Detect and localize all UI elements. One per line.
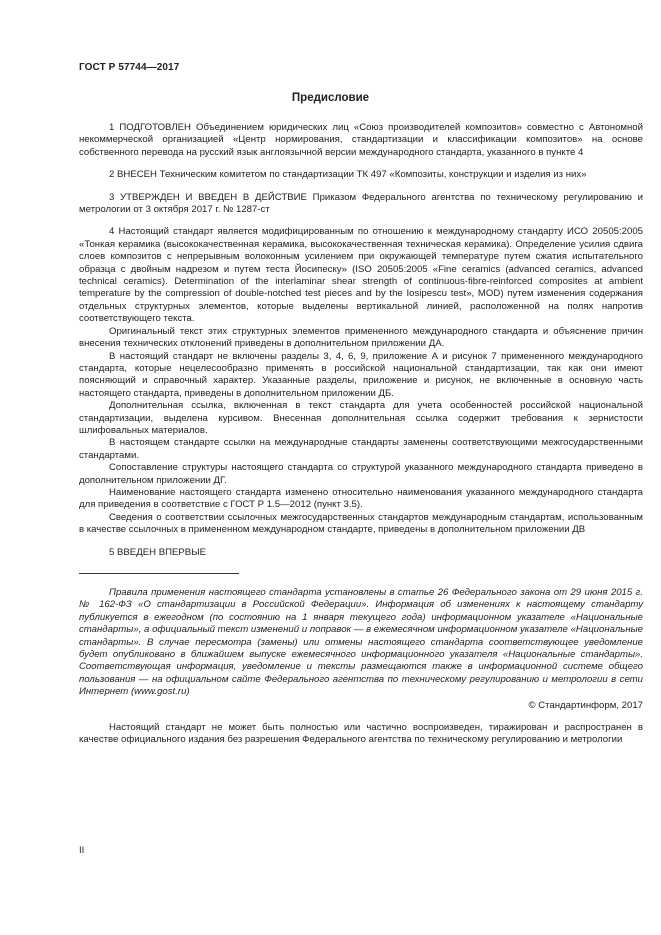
item-5-first-introduced: 5 ВВЕДЕН ВПЕРВЫЕ bbox=[109, 546, 207, 558]
application-rules-notice: Правила применения настоящего стандарта установлены в статье 26 Федерального закона от 29 июня 2015 г. № 162-ФЗ «О стандартизации в Российской Федерации». Информация об изменениях к настоящему стандарту публикуется в ежегодном (по состоянию на 1 января текущего года) информационном указателе «Национальные стандарты», а официальный текст изменений и поправок — в ежемесячном информационном указателе «Национальные стандарты». В случае пересмотра (замены) или отмены настоящего стандарта соответствующее уведомление будет опубликовано в ближайшем выпуске ежемесячного информационного указателя «Национальные стандарты». Соответствующая информация, уведомление и тексты размещаются также в информационной системе общего пользования — на официальном сайте Федерального агентства по техническому регулированию и метрологии в сети Интернет (www.gost.ru) bbox=[79, 587, 643, 698]
copyright: © Стандартинформ, 2017 bbox=[528, 699, 643, 711]
item-4-additional-reference: Дополнительная ссылка, включенная в текст стандарта для учета особенностей российской национальной стандартизации, выделена курсивом. Внесенная дополнительная ссылка содержит требования к зернистости шлифовальных материалов. bbox=[79, 400, 643, 436]
item-4-modified: 4 Настоящий стандарт является модифицированным по отношению к международному стандарту ИСО 20505:2005 «Тонкая керамика (высококачественная керамика, высококачественная техническая керамика). Определение усилия сдвига слоев композитов с непрерывным волоконным усилением при окружающей температуре путем сжатия испытательного образца с двойным надрезом и путем теста Йосипеску» (ISO 20505:2005 «Fine ceramics (advanced ceramics, advanced technical ceramics). Determination of the interlaminar shear strength of continuous-fibre-reinforced composites at ambient temperature by the compression of double-notched test pieces and by the Iosipescu test», MOD) путем изменения содержания отдельных структурных элементов, которые выделены вертикальной линией, расположенной на полях напротив соответствующего текста. bbox=[79, 226, 643, 325]
item-4-original-text: Оригинальный текст этих структурных элементов примененного международного стандарта и объяснение причин внесения технических отклонений приведены в дополнительном приложении ДА. bbox=[79, 325, 643, 350]
item-2-introduced: 2 ВНЕСЕН Техническим комитетом по стандартизации ТК 497 «Композиты, конструкции и изделия из них» bbox=[109, 169, 587, 181]
item-1-prepared: 1 ПОДГОТОВЛЕН Объединением юридических лиц «Союз производителей композитов» совместно с Автономной некоммерческой организацией «Центр нормирования, стандартизации и классификации композитов» на основе собственного перевода на русский язык англоязычной версии международного стандарта, указанного в пункте 4 bbox=[79, 122, 643, 158]
item-3-approved: 3 УТВЕРЖДЕН И ВВЕДЕН В ДЕЙСТВИЕ Приказом Федерального агентства по техническому регулированию и метрологии от 3 октября 2017 г. № 1287-ст bbox=[79, 191, 643, 216]
item-4-structure-comparison: Сопоставление структуры настоящего стандарта со структурой указанного международного стандарта приведено в дополнительном приложении ДГ. bbox=[79, 462, 643, 486]
item-4-references-replaced: В настоящем стандарте ссылки на международные стандарты заменены соответствующими межгосударственными стандартами. bbox=[79, 437, 643, 461]
page-number: II bbox=[79, 845, 85, 856]
separator-line bbox=[79, 573, 239, 574]
preface-body bbox=[79, 122, 643, 747]
item-4-excluded-sections: В настоящий стандарт не включены разделы 3, 4, 6, 9, приложение А и рисунок 7 примененного международного стандарта, которые нецелесообразно применять в российской национальной стандартизации, так как они имеют поясняющий и справочный характер. Указанные разделы, приложение и рисунок, не включенные в основную часть настоящего стандарта, приведены в дополнительном приложении ДБ. bbox=[79, 350, 643, 399]
item-4-references-info: Сведения о соответствии ссылочных межгосударственных стандартов международным стандартам, использованным в качестве ссылочных в примененном международном стандарте, приведены в дополнительном приложении ДВ bbox=[79, 511, 643, 536]
reproduction-notice: Настоящий стандарт не может быть полностью или частично воспроизведен, тиражирован и распространен в качестве официального издания без разрешения Федерального агентства по техническому регулированию и метрологии bbox=[79, 722, 643, 746]
item-4-title-changed: Наименование настоящего стандарта изменено относительно наименования указанного международного стандарта для приведения в соответствие с ГОСТ Р 1.5—2012 (пункт 3.5). bbox=[79, 486, 643, 511]
document-code: ГОСТ Р 57744—2017 bbox=[79, 62, 180, 73]
page-title: Предисловие bbox=[291, 92, 370, 104]
